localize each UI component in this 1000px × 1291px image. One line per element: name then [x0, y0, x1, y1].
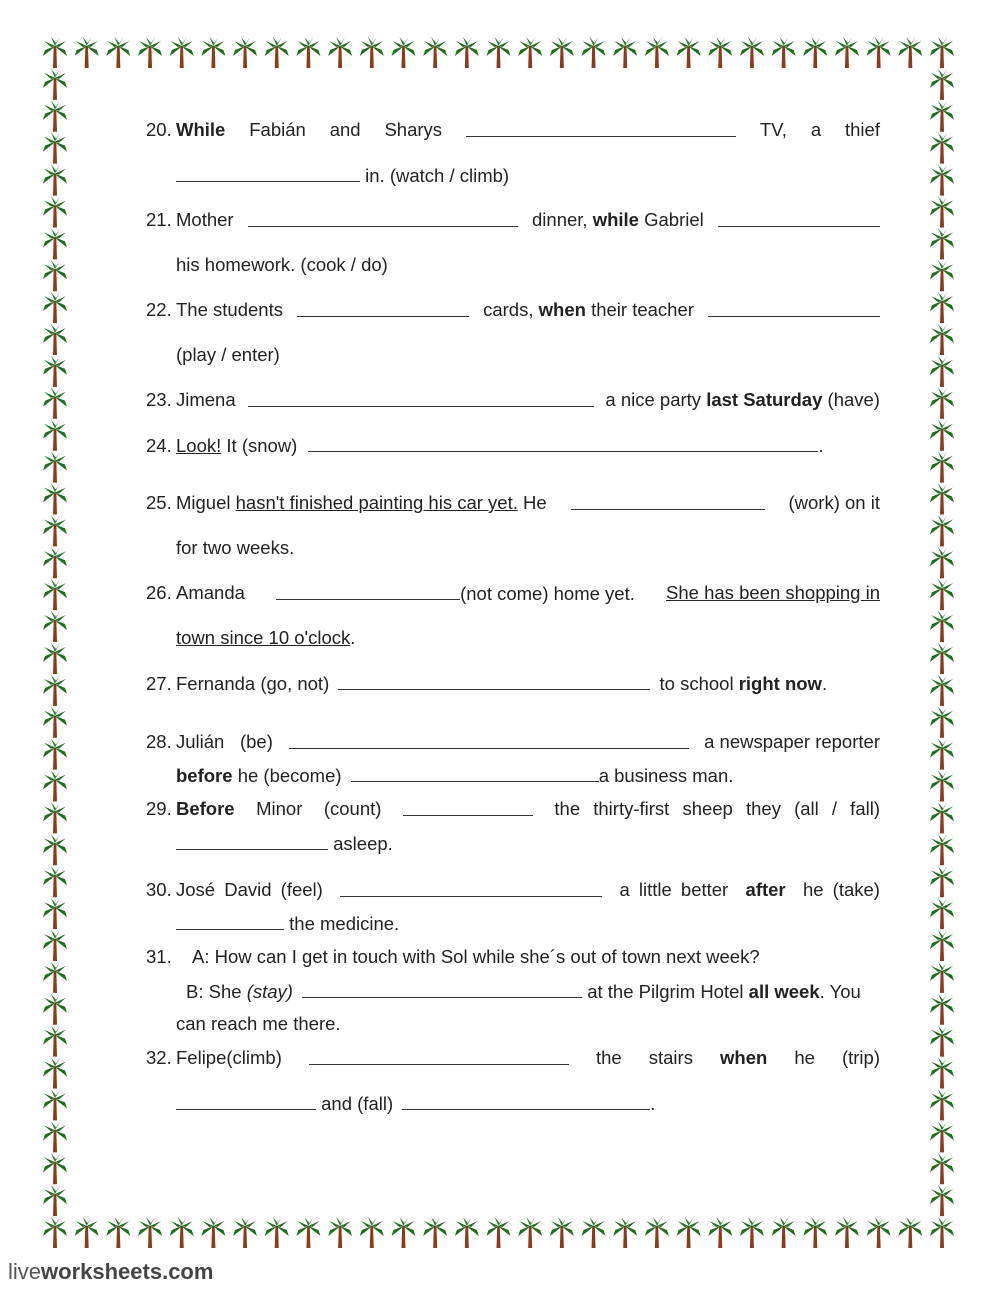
sentence-text: Jimena — [176, 389, 236, 410]
exercise-28-line-1 — [146, 730, 880, 754]
keyword: last Saturday — [706, 389, 823, 410]
sentence-text: his homework. (cook / do) — [176, 254, 388, 275]
palm-tree-icon — [930, 1185, 954, 1216]
answer-blank[interactable] — [176, 911, 284, 930]
palm-tree-icon — [296, 37, 320, 68]
dialogue-line-b: B: She — [186, 981, 242, 1002]
palm-tree-icon — [930, 675, 954, 706]
palm-tree-icon — [930, 260, 954, 291]
palm-tree-icon — [930, 356, 954, 387]
dialogue-line-a: A: How can I get in touch with Sol while she´s out of town next week? — [192, 946, 760, 967]
palm-tree-icon — [43, 1058, 67, 1089]
sentence-text: a business man. — [598, 765, 734, 786]
palm-tree-icon — [930, 37, 954, 68]
exercise-26-line-2 — [146, 626, 910, 650]
answer-blank[interactable] — [302, 979, 582, 998]
palm-tree-icon — [930, 1153, 954, 1184]
palm-tree-icon — [265, 37, 289, 68]
palm-tree-icon — [867, 37, 891, 68]
palm-tree-icon — [645, 37, 669, 68]
logo-text-tld: .com — [162, 1259, 214, 1284]
sentence-text: and — [329, 119, 361, 140]
sentence-text: hasn't finished painting his car yet. — [235, 492, 518, 513]
sentence-text: TV, — [759, 119, 787, 140]
sentence-text: for two weeks. — [176, 537, 295, 558]
sentence-text: he (take) — [802, 879, 880, 900]
palm-tree-icon — [898, 1217, 922, 1248]
answer-blank[interactable] — [338, 671, 650, 690]
palm-tree-icon — [930, 962, 954, 993]
sentence-text: the — [595, 1047, 622, 1068]
palm-tree-icon — [930, 133, 954, 164]
palm-tree-icon — [43, 898, 67, 929]
exercise-21-line-1 — [146, 208, 880, 232]
palm-tree-icon — [708, 1217, 732, 1248]
answer-blank[interactable] — [297, 298, 469, 317]
sentence-text: he (become) — [237, 765, 342, 786]
sentence-text: (work) on it — [788, 492, 880, 513]
palm-tree-icon — [138, 37, 162, 68]
palm-tree-icon — [677, 1217, 701, 1248]
palm-tree-icon — [455, 1217, 479, 1248]
palm-tree-icon — [233, 37, 257, 68]
keyword: while — [592, 209, 639, 230]
palm-tree-icon — [423, 37, 447, 68]
palm-tree-icon — [930, 228, 954, 259]
sentence-text: he — [794, 1047, 815, 1068]
sentence-text: (be) — [239, 731, 273, 752]
sentence-text: a nice party — [605, 389, 702, 410]
sentence-text: . — [821, 673, 828, 694]
palm-tree-icon — [582, 37, 606, 68]
palm-tree-icon — [930, 643, 954, 674]
palm-tree-icon — [43, 707, 67, 738]
answer-blank[interactable] — [571, 491, 765, 510]
palm-tree-icon — [930, 1121, 954, 1152]
sentence-text: in. (watch / climb) — [365, 165, 510, 186]
sentence-text: cards, — [483, 299, 534, 320]
liveworksheets-logo[interactable] — [8, 1259, 213, 1285]
palm-tree-icon — [328, 1217, 352, 1248]
palm-tree-icon — [867, 1217, 891, 1248]
palm-tree-icon — [43, 675, 67, 706]
exercise-number: 29. — [146, 798, 172, 819]
palm-tree-icon — [550, 1217, 574, 1248]
palm-tree-icon — [930, 834, 954, 865]
palm-tree-icon — [391, 1217, 415, 1248]
palm-tree-icon — [296, 1217, 320, 1248]
palm-tree-icon — [43, 834, 67, 865]
palm-tree-icon — [43, 483, 67, 514]
palm-tree-icon — [43, 1153, 67, 1184]
palm-tree-icon — [930, 165, 954, 196]
keyword: Before — [176, 798, 235, 819]
sentence-text: He — [523, 492, 547, 513]
answer-blank[interactable] — [708, 298, 880, 317]
sentence-text: a newspaper reporter — [704, 731, 880, 752]
answer-blank[interactable] — [176, 163, 360, 182]
palm-tree-icon — [43, 962, 67, 993]
keyword: when — [720, 1047, 768, 1068]
sentence-text: . — [350, 627, 356, 648]
exercise-22-line-1 — [146, 298, 880, 322]
palm-tree-icon — [772, 37, 796, 68]
sentence-text: Miguel — [176, 492, 231, 513]
palm-tree-icon — [43, 452, 67, 483]
logo-text-bold: worksheets — [41, 1259, 163, 1284]
exercise-27 — [146, 671, 880, 696]
palm-tree-icon — [170, 1217, 194, 1248]
answer-blank[interactable] — [308, 433, 818, 452]
palm-tree-icon — [43, 165, 67, 196]
palm-tree-icon — [740, 1217, 764, 1248]
palm-tree-icon — [75, 37, 99, 68]
sentence-text: (play / enter) — [176, 344, 280, 365]
sentence-text: (trip) — [841, 1047, 880, 1068]
palm-tree-icon — [930, 101, 954, 132]
exercise-22-line-2 — [146, 343, 910, 367]
palm-tree-icon — [930, 1217, 954, 1248]
sentence-text: . — [818, 435, 824, 456]
exercise-number: 27. — [146, 673, 172, 694]
palm-tree-icon — [43, 802, 67, 833]
verb-hint: (stay) — [246, 981, 293, 1002]
sentence-text: asleep. — [333, 833, 393, 854]
exercise-31-line-3 — [146, 1012, 910, 1036]
answer-blank[interactable] — [351, 763, 599, 782]
sentence-text: (have) — [827, 389, 880, 410]
exercise-26-line-1 — [146, 581, 880, 606]
exercise-24 — [146, 433, 880, 458]
palm-tree-icon — [43, 69, 67, 100]
sentence-text: Minor — [256, 798, 303, 819]
answer-blank[interactable] — [718, 208, 880, 227]
palm-tree-icon — [708, 37, 732, 68]
sentence-text: . — [650, 1093, 656, 1114]
sentence-text: José David (feel) — [176, 879, 323, 900]
exercise-31-line-1 — [146, 945, 880, 969]
palm-tree-icon — [487, 37, 511, 68]
palm-tree-icon — [43, 1026, 67, 1057]
palm-tree-icon — [930, 420, 954, 451]
palm-tree-icon — [43, 930, 67, 961]
sentence-text: Gabriel — [644, 209, 704, 230]
palm-tree-icon — [43, 1217, 67, 1248]
palm-tree-icon — [835, 37, 859, 68]
exercise-number: 22. — [146, 299, 172, 320]
palm-tree-icon — [645, 1217, 669, 1248]
sentence-text: (not come) home yet. — [460, 583, 635, 604]
answer-blank[interactable] — [248, 388, 594, 407]
sentence-text: their teacher — [591, 299, 694, 320]
answer-blank[interactable] — [402, 1091, 650, 1110]
palm-tree-icon — [930, 611, 954, 642]
palm-tree-icon — [43, 1121, 67, 1152]
palm-tree-icon — [138, 1217, 162, 1248]
exercise-number: 32. — [146, 1047, 172, 1068]
palm-tree-icon — [43, 771, 67, 802]
exercise-25-line-1 — [146, 491, 880, 515]
exercise-number: 30. — [146, 879, 172, 900]
palm-tree-icon — [43, 196, 67, 227]
palm-tree-icon — [43, 292, 67, 323]
palm-tree-icon — [43, 388, 67, 419]
answer-blank[interactable] — [403, 797, 533, 816]
sentence-text: Amanda — [176, 582, 245, 603]
palm-tree-icon — [43, 579, 67, 610]
exercise-21-line-2 — [146, 253, 910, 277]
palm-tree-icon — [265, 1217, 289, 1248]
exercise-number: 31. — [146, 946, 172, 967]
keyword: While — [176, 119, 226, 140]
exercise-31-line-2 — [146, 979, 880, 1004]
palm-tree-icon — [170, 37, 194, 68]
exercise-number: 20. — [146, 119, 172, 140]
palm-tree-icon — [43, 643, 67, 674]
answer-blank[interactable] — [289, 730, 689, 749]
palm-tree-icon — [930, 196, 954, 227]
sentence-text: . You — [819, 981, 861, 1002]
answer-blank[interactable] — [276, 581, 460, 600]
palm-tree-icon — [898, 37, 922, 68]
sentence-text: thief — [845, 119, 880, 140]
palm-tree-icon — [930, 802, 954, 833]
palm-tree-icon — [106, 1217, 130, 1248]
palm-tree-icon — [930, 994, 954, 1025]
keyword: all week — [748, 981, 820, 1002]
exercise-number: 28. — [146, 731, 172, 752]
palm-tree-icon — [930, 452, 954, 483]
palm-tree-icon — [518, 37, 542, 68]
palm-tree-icon — [391, 37, 415, 68]
palm-tree-icon — [43, 260, 67, 291]
palm-tree-icon — [43, 228, 67, 259]
palm-tree-icon — [930, 1058, 954, 1089]
answer-blank[interactable] — [340, 878, 602, 897]
exercise-number: 26. — [146, 582, 172, 603]
palm-tree-icon — [43, 37, 67, 68]
sentence-text: Mother — [176, 209, 234, 230]
palm-tree-icon — [803, 37, 827, 68]
exercise-20-line-1 — [146, 118, 880, 142]
palm-tree-icon — [43, 547, 67, 578]
palm-tree-icon — [518, 1217, 542, 1248]
palm-tree-icon — [803, 1217, 827, 1248]
palm-tree-icon — [740, 37, 764, 68]
palm-tree-icon — [930, 515, 954, 546]
sentence-text: The students — [176, 299, 283, 320]
exercise-20-line-2 — [146, 163, 910, 188]
palm-tree-icon — [930, 324, 954, 355]
palm-tree-icon — [930, 866, 954, 897]
sentence-text: Julián — [176, 731, 225, 752]
palm-tree-icon — [43, 1185, 67, 1216]
exercise-32-line-1 — [146, 1046, 880, 1070]
answer-blank[interactable] — [248, 208, 518, 227]
sentence-text: Look! — [176, 435, 222, 456]
sentence-text: at the Pilgrim Hotel — [587, 981, 744, 1002]
sentence-text: can reach me there. — [176, 1013, 341, 1034]
palm-tree-icon — [677, 37, 701, 68]
palm-tree-icon — [930, 1026, 954, 1057]
palm-tree-icon — [930, 483, 954, 514]
palm-tree-icon — [43, 101, 67, 132]
palm-tree-icon — [930, 771, 954, 802]
sentence-text: She has been shopping in — [666, 582, 880, 603]
sentence-text: the thirty-first sheep they (all / fall) — [554, 798, 880, 819]
exercise-23 — [146, 388, 880, 412]
keyword: when — [538, 299, 586, 320]
answer-blank[interactable] — [466, 118, 736, 137]
palm-tree-icon — [43, 420, 67, 451]
palm-tree-icon — [930, 930, 954, 961]
palm-tree-icon — [233, 1217, 257, 1248]
exercise-number: 23. — [146, 389, 172, 410]
palm-tree-icon — [930, 547, 954, 578]
sentence-text: (count) — [323, 798, 382, 819]
palm-tree-icon — [360, 1217, 384, 1248]
palm-tree-icon — [930, 1089, 954, 1120]
palm-tree-icon — [43, 1089, 67, 1120]
palm-tree-icon — [772, 1217, 796, 1248]
sentence-text: Sharys — [384, 119, 443, 140]
sentence-text: to school — [659, 673, 734, 694]
palm-tree-icon — [75, 1217, 99, 1248]
palm-tree-icon — [201, 1217, 225, 1248]
answer-blank[interactable] — [176, 831, 328, 850]
palm-tree-icon — [487, 1217, 511, 1248]
palm-tree-icon — [930, 739, 954, 770]
exercise-number: 25. — [146, 492, 172, 513]
palm-tree-icon — [360, 37, 384, 68]
exercise-number: 24. — [146, 435, 172, 456]
palm-tree-icon — [930, 69, 954, 100]
palm-tree-icon — [835, 1217, 859, 1248]
sentence-text: stairs — [648, 1047, 693, 1068]
palm-tree-icon — [43, 133, 67, 164]
exercise-30-line-2 — [146, 911, 910, 936]
answer-blank[interactable] — [309, 1046, 569, 1065]
sentence-text: dinner, — [532, 209, 588, 230]
sentence-text: Fabián — [249, 119, 306, 140]
exercise-number: 21. — [146, 209, 172, 230]
palm-tree-icon — [930, 898, 954, 929]
palm-tree-icon — [550, 37, 574, 68]
palm-tree-icon — [613, 37, 637, 68]
exercise-25-line-2 — [146, 536, 910, 560]
sentence-text: Felipe(climb) — [176, 1047, 282, 1068]
sentence-text: the medicine. — [289, 913, 400, 934]
palm-tree-icon — [930, 579, 954, 610]
palm-tree-icon — [43, 515, 67, 546]
sentence-text: town since 10 o'clock — [176, 627, 351, 648]
palm-tree-icon — [43, 356, 67, 387]
keyword: after — [745, 879, 786, 900]
exercise-32-line-2 — [146, 1091, 910, 1116]
palm-tree-icon — [43, 324, 67, 355]
sentence-text: a little better — [619, 879, 729, 900]
sentence-text: It (snow) — [221, 435, 298, 456]
palm-tree-icon — [43, 994, 67, 1025]
palm-tree-icon — [106, 37, 130, 68]
palm-tree-icon — [43, 611, 67, 642]
palm-tree-icon — [613, 1217, 637, 1248]
sentence-text: and (fall) — [321, 1093, 394, 1114]
exercise-29-line-2 — [146, 831, 910, 856]
palm-tree-icon — [328, 37, 352, 68]
keyword: right now — [738, 673, 822, 694]
logo-text-light: live — [8, 1259, 42, 1284]
palm-tree-icon — [43, 739, 67, 770]
exercise-29-line-1 — [146, 797, 880, 821]
palm-tree-icon — [43, 866, 67, 897]
exercise-30-line-1 — [146, 878, 880, 902]
palm-tree-icon — [582, 1217, 606, 1248]
sentence-text: Fernanda (go, not) — [176, 673, 330, 694]
exercise-28-line-2 — [146, 763, 910, 788]
palm-tree-icon — [930, 707, 954, 738]
palm-tree-icon — [201, 37, 225, 68]
palm-tree-icon — [930, 292, 954, 323]
keyword: before — [176, 765, 233, 786]
palm-tree-icon — [455, 37, 479, 68]
palm-tree-icon — [423, 1217, 447, 1248]
palm-tree-icon — [930, 388, 954, 419]
sentence-text: a — [810, 119, 822, 140]
answer-blank[interactable] — [176, 1091, 316, 1110]
